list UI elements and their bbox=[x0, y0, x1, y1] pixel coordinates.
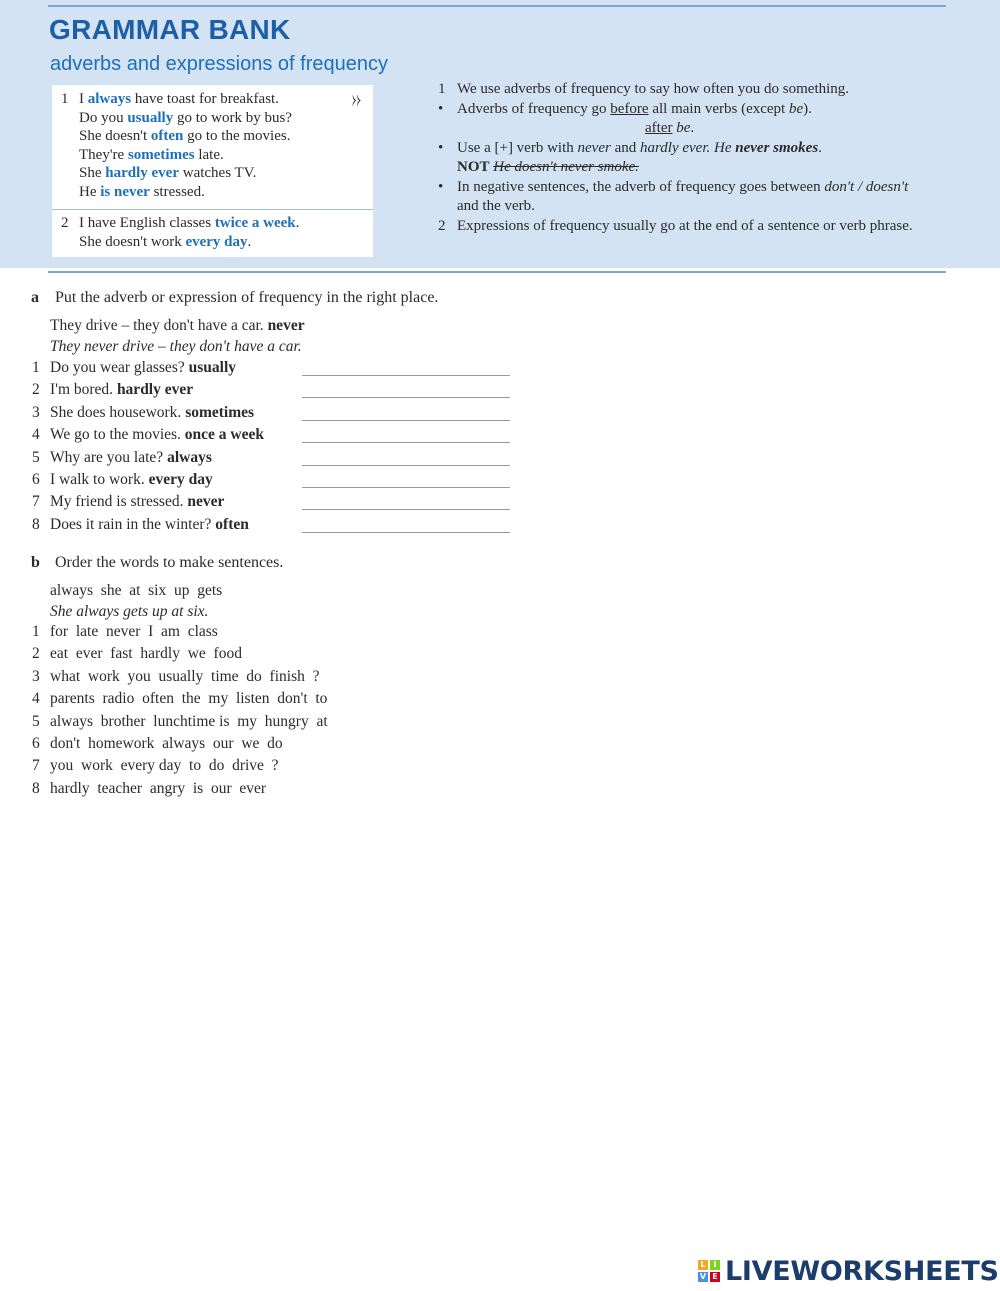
exercise-a-item bbox=[32, 449, 212, 471]
item-number: 4 bbox=[32, 690, 40, 708]
bottom-divider bbox=[48, 271, 946, 273]
exercise-a-item bbox=[32, 381, 193, 403]
answer-input-line[interactable] bbox=[302, 442, 510, 443]
sentence-text: He bbox=[79, 183, 101, 200]
top-divider bbox=[48, 5, 946, 7]
item-number: 6 bbox=[32, 471, 40, 488]
sentence-text: . bbox=[295, 215, 300, 231]
item-number: 1 bbox=[32, 359, 40, 376]
item-sentence: Do you wear glasses? bbox=[50, 359, 189, 376]
rule-negative-sentences: • In negative sentences, the adverb of frequency goes between don't / doesn't and the verb. bbox=[438, 178, 909, 214]
item-number: 6 bbox=[32, 735, 40, 752]
rule-2: 2 Expressions of frequency usually go at the end of a sentence or verb phrase. bbox=[438, 217, 913, 234]
sentence-text: I bbox=[79, 91, 88, 107]
sentence-text: . bbox=[247, 233, 252, 250]
item-keyword: hardly ever bbox=[116, 381, 194, 399]
example-sentence bbox=[52, 146, 373, 165]
logo-letter: I bbox=[710, 1260, 720, 1270]
section-a-example: They drive – they don't have a car. never They never drive – they don't have a car. bbox=[50, 317, 305, 355]
scrambled-words: eat ever fast hardly we food bbox=[50, 645, 242, 663]
item-number: 1 bbox=[32, 623, 40, 640]
item-number: 8 bbox=[32, 779, 40, 797]
examples-group-1 bbox=[52, 90, 373, 201]
item-sentence: Why are you late? bbox=[50, 448, 168, 466]
frequency-adverb: is never bbox=[100, 183, 150, 200]
sentence-text: go to the movies. bbox=[183, 128, 291, 144]
section-b-heading: b Order the words to make sentences. bbox=[31, 554, 284, 571]
item-number: 5 bbox=[32, 712, 40, 730]
sentence-text: She bbox=[79, 165, 106, 181]
example-sentence bbox=[52, 127, 373, 146]
sentence-text: have toast for breakfast. bbox=[131, 91, 279, 107]
frequency-adverb: often bbox=[150, 128, 184, 144]
item-number: 2 bbox=[32, 645, 40, 663]
answer-input-line[interactable] bbox=[302, 420, 510, 421]
item-number: 4 bbox=[32, 426, 40, 444]
rules-list bbox=[438, 80, 958, 236]
exercise-b-item bbox=[32, 645, 242, 667]
exercise-b-item bbox=[32, 713, 328, 735]
logo-letter: V bbox=[699, 1272, 707, 1281]
item-number: 7 bbox=[32, 493, 40, 511]
item-keyword: every day bbox=[148, 471, 213, 488]
scrambled-words: always brother lunchtime is my hungry at bbox=[50, 712, 328, 730]
sentence-text: go to work by bus? bbox=[173, 109, 292, 126]
item-keyword: never bbox=[187, 493, 225, 511]
answer-input-line[interactable] bbox=[302, 397, 510, 398]
sentence-text: stressed. bbox=[149, 183, 205, 200]
exercise-b-item bbox=[32, 668, 320, 690]
item-number: 7 bbox=[32, 757, 40, 775]
exercise-b-item bbox=[32, 690, 327, 712]
frequency-adverb: always bbox=[87, 91, 132, 107]
sentence-text: late. bbox=[194, 146, 224, 163]
item-keyword: often bbox=[215, 515, 249, 533]
scrambled-words: what work you usually time do finish ? bbox=[50, 667, 320, 685]
example-sentence bbox=[52, 109, 373, 128]
sentence-text: watches TV. bbox=[178, 165, 257, 181]
rule-positive-verb: • Use a [+] verb with never and hardly ever. He never smokes. NOT He doesn't never smoke. bbox=[438, 139, 822, 175]
item-number: 3 bbox=[32, 403, 40, 421]
rule-1: 1 We use adverbs of frequency to say how often you do something. bbox=[438, 81, 850, 97]
item-sentence: Does it rain in the winter? bbox=[50, 515, 216, 533]
exercise-b-item bbox=[32, 735, 283, 757]
item-keyword: always bbox=[167, 448, 212, 466]
item-keyword: usually bbox=[188, 359, 236, 376]
rule-adverb-position: • Adverbs of frequency go before all main verbs (except be). after be. bbox=[438, 100, 812, 136]
logo-letter: L bbox=[698, 1260, 708, 1270]
exercise-b-item bbox=[32, 780, 266, 802]
answer-input-line[interactable] bbox=[302, 375, 510, 376]
sentence-text: I have English classes bbox=[79, 215, 215, 231]
examples-group-2 bbox=[52, 209, 373, 251]
answer-input-line[interactable] bbox=[302, 532, 510, 533]
item-number: 3 bbox=[32, 667, 40, 685]
item-number: 8 bbox=[32, 515, 40, 533]
item-number: 5 bbox=[32, 448, 40, 466]
scrambled-words: don't homework always our we do bbox=[50, 735, 283, 752]
logo-text: LIVEWORKSHEETS bbox=[725, 1255, 999, 1287]
grammar-bank-subtitle: adverbs and expressions of frequency bbox=[50, 53, 388, 75]
grammar-bank-title: GRAMMAR BANK bbox=[49, 14, 291, 45]
speaker-icon[interactable]: ⧽⧽ bbox=[352, 93, 362, 108]
example-sentence bbox=[52, 90, 373, 109]
sentence-text: She doesn't work bbox=[79, 233, 186, 250]
exercise-a-item bbox=[32, 359, 236, 381]
item-number: 2 bbox=[32, 381, 40, 399]
example-sentence bbox=[52, 183, 373, 202]
frequency-adverb: usually bbox=[127, 109, 174, 126]
liveworksheets-logo bbox=[698, 1256, 999, 1286]
logo-mark bbox=[698, 1260, 720, 1282]
item-keyword: once a week bbox=[184, 426, 264, 444]
answer-input-line[interactable] bbox=[302, 509, 510, 510]
section-a-heading: a Put the adverb or expression of frequency in the right place. bbox=[31, 289, 439, 306]
frequency-adverb: sometimes bbox=[127, 146, 195, 163]
exercise-b-item bbox=[32, 623, 218, 645]
item-keyword: sometimes bbox=[185, 403, 255, 421]
example-sentence bbox=[52, 164, 373, 183]
exercise-a-item bbox=[32, 426, 264, 448]
group-number: 1 bbox=[61, 91, 69, 107]
item-sentence: She does housework. bbox=[50, 403, 186, 421]
exercise-a-item bbox=[32, 404, 254, 426]
example-sentence bbox=[52, 214, 373, 233]
scrambled-words: hardly teacher angry is our ever bbox=[50, 779, 267, 797]
frequency-adverb: hardly ever bbox=[105, 165, 179, 181]
answer-input-line[interactable] bbox=[302, 465, 510, 466]
item-sentence: My friend is stressed. bbox=[50, 493, 188, 511]
exercise-a-item bbox=[32, 516, 249, 538]
item-sentence: I'm bored. bbox=[50, 381, 117, 399]
example-sentence bbox=[52, 233, 373, 252]
item-sentence: We go to the movies. bbox=[50, 426, 185, 444]
group-number: 2 bbox=[61, 215, 69, 231]
section-b-example: always she at six up gets She always gets up at six. bbox=[50, 582, 223, 620]
sentence-text: Do you bbox=[79, 109, 128, 126]
exercise-a-item bbox=[32, 471, 213, 493]
frequency-adverb: every day bbox=[185, 233, 248, 250]
scrambled-words: you work every day to do drive ? bbox=[50, 757, 279, 775]
item-sentence: I walk to work. bbox=[50, 471, 149, 488]
scrambled-words: parents radio often the my listen don't to bbox=[50, 690, 328, 708]
frequency-adverb: twice a week bbox=[214, 215, 296, 231]
exercise-b-item bbox=[32, 757, 279, 779]
examples-box bbox=[52, 85, 373, 257]
scrambled-words: for late never I am class bbox=[50, 623, 218, 640]
exercise-a-item bbox=[32, 493, 224, 515]
sentence-text: She doesn't bbox=[79, 128, 151, 144]
answer-input-line[interactable] bbox=[302, 487, 510, 488]
logo-letter: E bbox=[710, 1272, 720, 1282]
sentence-text: They're bbox=[79, 146, 128, 163]
grammar-bank-panel bbox=[0, 0, 1000, 268]
